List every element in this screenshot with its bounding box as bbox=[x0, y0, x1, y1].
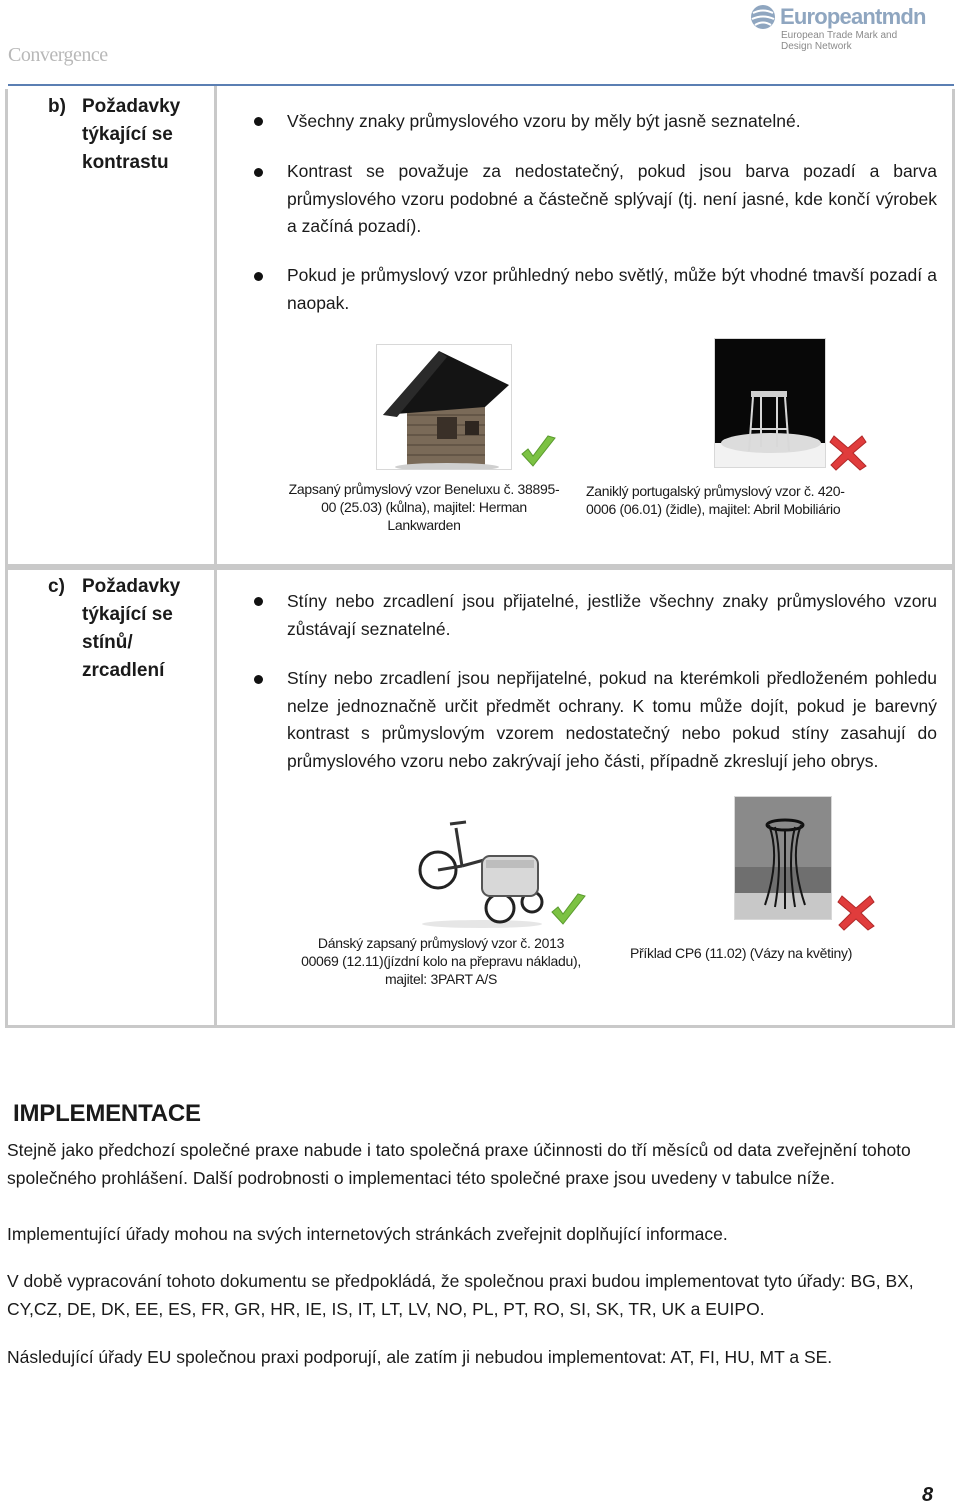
bullet-dot bbox=[254, 597, 263, 606]
logo bbox=[748, 2, 958, 54]
shed-image bbox=[376, 344, 512, 470]
cross-icon bbox=[836, 892, 876, 932]
section-c-bullet-2: Stíny nebo zrcadlení jsou nepřijatelné, pokud na kterémkoli předloženém pohledu nelze jednoznačně určit předmět ochrany. K tomu může dojít, pokud je barevný kontrast s průmyslovým vzorem nedostatečný nebo pokud stíny zasahují do průmyslového vzoru nebo zakrývají jeho části, případně zkreslují jeho obrys. bbox=[287, 668, 937, 771]
implementation-paragraph-1: Stejně jako předchozí společné praxe nabude i tato společná praxe účinnosti do tří měsíců od data zveřejnění tohoto společného prohlášení. Další podrobnosti o implementaci této společné praxe jsou uvedeny v tabulce níže. bbox=[7, 1140, 911, 1188]
section-b-letter: b) bbox=[48, 96, 66, 117]
section-c-letter: c) bbox=[48, 576, 65, 597]
section-c-bullet-1: Stíny nebo zrcadlení jsou přijatelné, jestliže všechny znaky průmyslového vzoru zůstávají seznatelné. bbox=[287, 591, 937, 639]
page-number: 8 bbox=[922, 1484, 934, 1506]
section-b-bullet-1: Všechny znaky průmyslového vzoru by měly být jasně seznatelné. bbox=[287, 111, 801, 131]
header-label: Convergence bbox=[8, 44, 108, 66]
column-divider bbox=[214, 86, 217, 567]
section-b-bullet-2: Kontrast se považuje za nedostatečný, pokud jsou barva pozadí a barva průmyslového vzoru podobné a částečně splývají (tj. není jasné, kde končí výrobek a začíná pozadí). bbox=[287, 161, 937, 236]
implementation-heading: IMPLEMENTACE bbox=[13, 1100, 201, 1127]
section-c-title: Požadavky týkající se stínů/ zrcadlení bbox=[82, 576, 181, 681]
header-rule bbox=[8, 84, 954, 86]
logo-subtitle-2: Design Network bbox=[781, 41, 852, 52]
section-b-caption-2: Zaniklý portugalský průmyslový vzor č. 420-0006 (06.01) (židle), majitel: Abril Mobiliário bbox=[586, 483, 845, 517]
implementation-paragraph-3: V době vypracování tohoto dokumentu se předpokládá, že společnou praxi budou implementovat tyto úřady: BG, BX, CY,CZ, DE, DK, EE, ES, FR, GR, HR, IE, IS, IT, LT, LV, NO, PL, PT, RO, SI, SK, TR, UK a EUIPO. bbox=[7, 1271, 914, 1319]
section-c-caption-1: Dánský zapsaný průmyslový vzor č. 2013 00069 (12.11)(jízdní kolo na přepravu nákladu), majitel: 3PART A/S bbox=[301, 935, 581, 987]
implementation-paragraph-4: Následující úřady EU společnou praxi podporují, ale zatím ji nebudou implementovat: AT, FI, HU, MT a SE. bbox=[7, 1347, 833, 1367]
vase-image bbox=[734, 796, 832, 920]
section-c-caption-2: Příklad CP6 (11.02) (Vázy na květiny) bbox=[630, 945, 853, 961]
logo-name: Europeantmdn bbox=[780, 4, 926, 29]
check-icon bbox=[548, 890, 588, 930]
section-b-caption-1: Zapsaný průmyslový vzor Beneluxu č. 38895-00 (25.03) (kůlna), majitel: Herman Lankwarden bbox=[288, 481, 560, 533]
check-icon bbox=[518, 432, 558, 472]
bullet-dot bbox=[254, 168, 263, 177]
globe-icon bbox=[750, 4, 776, 30]
cross-icon bbox=[828, 432, 868, 472]
bullet-dot bbox=[254, 675, 263, 684]
column-divider bbox=[214, 567, 217, 1028]
section-b-title: Požadavky týkající se kontrastu bbox=[82, 96, 181, 173]
logo-subtitle-1: European Trade Mark and bbox=[781, 30, 898, 41]
section-b-bullet-3: Pokud je průmyslový vzor průhledný nebo světlý, může být vhodné tmavší pozadí a naopak. bbox=[287, 265, 937, 313]
implementation-paragraph-2: Implementující úřady mohou na svých internetových stránkách zveřejnit doplňující informace. bbox=[7, 1224, 728, 1244]
cargo-bike-image bbox=[410, 808, 546, 928]
chair-image bbox=[714, 338, 826, 468]
bullet-dot bbox=[254, 272, 263, 281]
bullet-dot bbox=[254, 117, 263, 126]
